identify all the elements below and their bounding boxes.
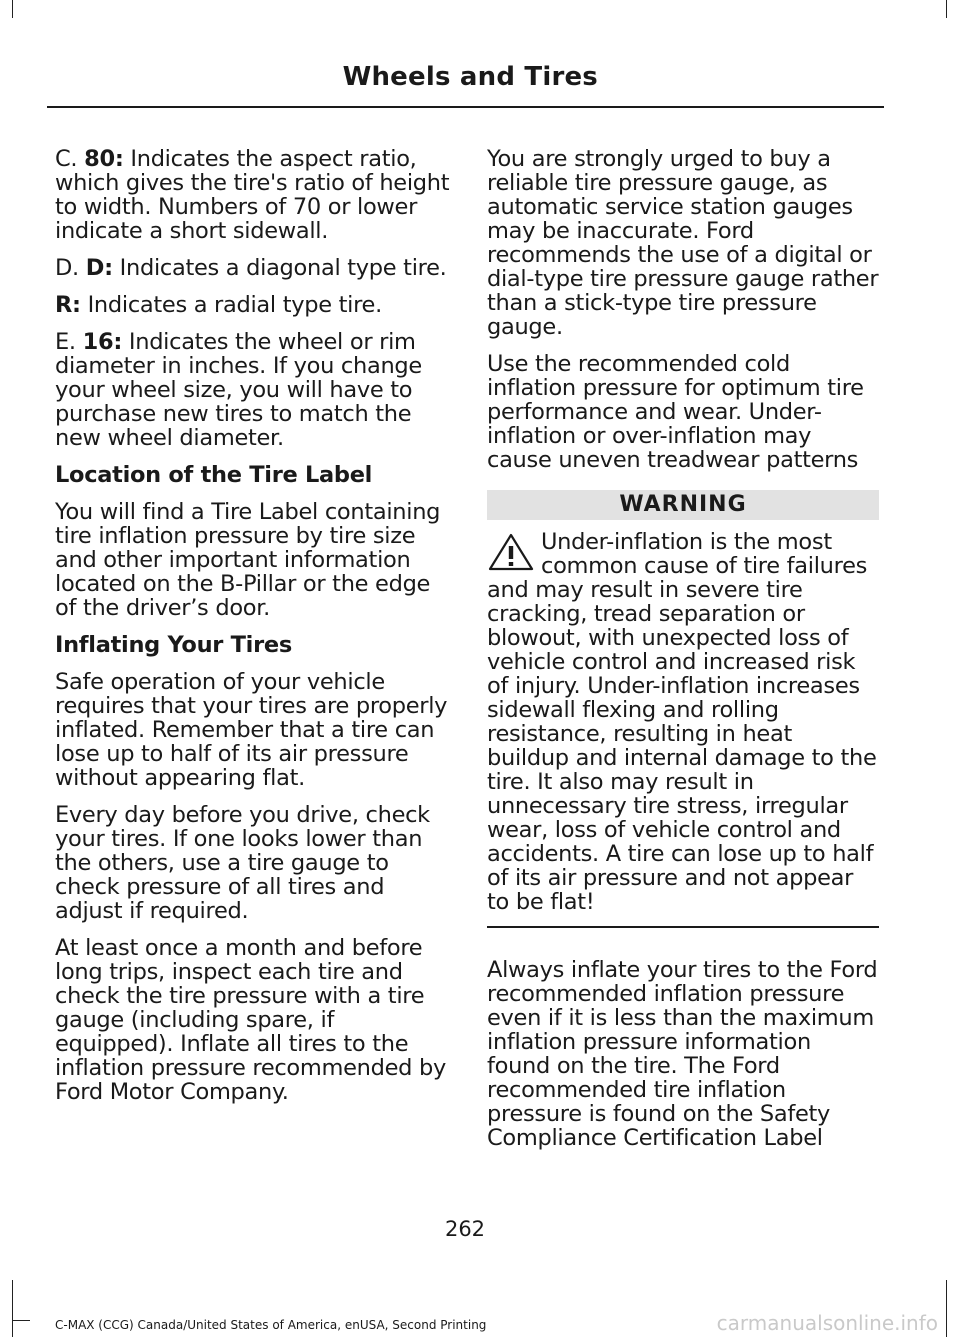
paragraph-cold-inflation: Use the recommended cold inflation pressure for optimum tire performance and wear. Under-inflation or over-inflation may cause uneven treadwear patterns	[487, 351, 864, 473]
paragraph-tire-label-location: You will find a Tire Label containing tire inflation pressure by tire size and other important information located on the B-Pillar or the edge of the driver’s door.	[55, 499, 441, 621]
left-column	[55, 147, 450, 1117]
paragraph-safe-operation: Safe operation of your vehicle requires that your tires are properly inflated. Remember that a tire can lose up to half of its air pressure without appearing flat.	[55, 669, 448, 791]
warning-text: Under-inflation is the most common cause of tire failures and may result in severe tire cracking, tread separation or blowout, with unexpected loss of vehicle control and increased risk of injury. Under-inflation increases sidewall flexing and rolling resistance, resulting in heat buildup and internal damage to the tire. It also may result in unnecessary tire stress, irregular wear, loss of vehicle control and accidents. A tire can lose up to half of its air pressure and not appear to be flat!	[487, 529, 877, 915]
warning-triangle-icon	[487, 532, 535, 572]
warning-heading: WARNING	[487, 490, 879, 520]
paragraph-every-day: Every day before you drive, check your tires. If one looks lower than the others, use a tire gauge to check pressure of all tires and adjust if required.	[55, 802, 430, 924]
item-d: D. D: Indicates a diagonal type tire.	[55, 255, 447, 281]
crop-mark-bottom-left-v	[12, 1280, 13, 1337]
item-r-code: R:	[55, 292, 81, 318]
right-column	[487, 147, 879, 1163]
heading-inflating-tires: Inflating Your Tires	[55, 632, 292, 658]
item-c-code: 80:	[84, 146, 124, 172]
page-title: Wheels and Tires	[342, 62, 598, 92]
crop-mark-bottom-left-h	[12, 1320, 30, 1321]
page-number: 262	[444, 1217, 486, 1241]
crop-mark-bottom-right-v	[946, 1280, 947, 1337]
paragraph-pressure-gauge: You are strongly urged to buy a reliable tire pressure gauge, as automatic service station gauges may be inaccurate. Ford recommends the use of a digital or dial-type tire pressure gauge rather than a stick-type tire pressure gauge.	[487, 146, 879, 340]
crop-mark-top-right-v	[946, 0, 947, 18]
crop-mark-top-left-v	[12, 0, 13, 18]
item-e-code: 16:	[82, 329, 123, 355]
paragraph-always-inflate: Always inflate your tires to the Ford recommended inflation pressure even if it is less than the maximum inflation pressure information found on the tire. The Ford recommended tire inflation pressure is found on the Safety Compliance Certification Label	[487, 957, 878, 1151]
warning-box	[487, 530, 879, 914]
watermark: carmanualsonline.info	[716, 1311, 938, 1335]
heading-tire-label-location: Location of the Tire Label	[55, 462, 373, 488]
footer-edition: C-MAX (CCG) Canada/United States of America, enUSA, Second Printing	[55, 1318, 487, 1332]
header-divider	[47, 106, 884, 108]
warning-divider	[487, 926, 879, 928]
item-c: C. 80: Indicates the aspect ratio, which gives the tire's ratio of height to width. Numbers of 70 or lower indicate a short sidewall.	[55, 146, 450, 244]
paragraph-once-a-month: At least once a month and before long trips, inspect each tire and check the tire pressure with a tire gauge (including spare, if equipped). Inflate all tires to the inflation pressure recommended by Ford Motor Company.	[55, 935, 446, 1105]
item-r: R: Indicates a radial type tire.	[55, 292, 382, 318]
item-d-code: D:	[85, 255, 113, 281]
item-e: E. 16: Indicates the wheel or rim diameter in inches. If you change your wheel size, you will have to purchase new tires to match the new wheel diameter.	[55, 329, 422, 451]
